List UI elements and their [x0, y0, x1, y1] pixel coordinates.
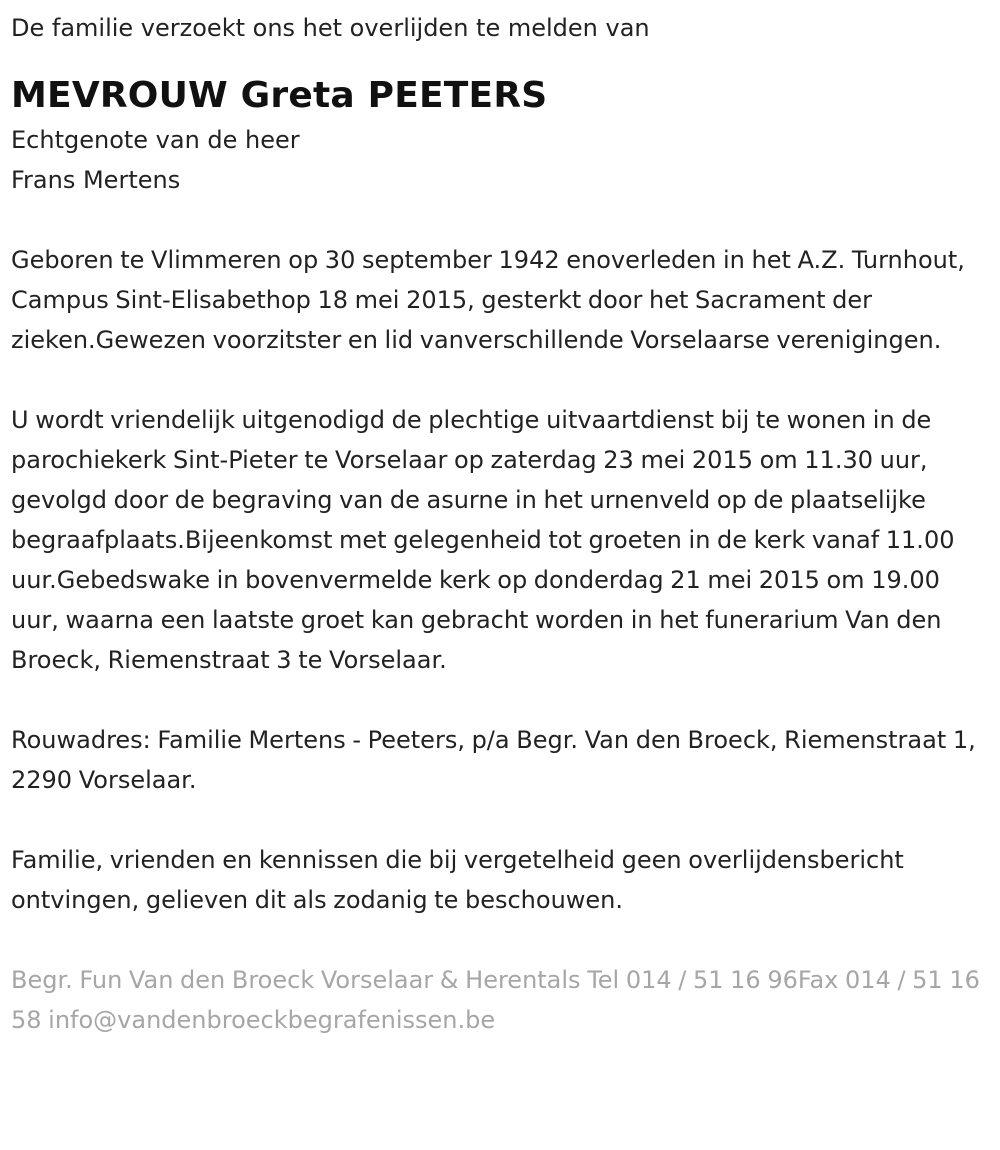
birth-death-paragraph: Geboren te Vlimmeren op 30 september 1942 enoverleden in het A.Z. Turnhout, Campus Sint-Elisabethop 18 mei 2015, gesterkt door het Sacrament der zieken.Gewezen voorzitster en lid vanverschillende Vorselaarse verenigingen. — [11, 246, 965, 354]
service-paragraph: U wordt vriendelijk uitgenodigd de plechtige uitvaartdienst bij te wonen in de parochiekerk Sint-Pieter te Vorselaar op zaterdag 23 mei 2015 om 11.30 uur, gevolgd door de begraving van de asurne in het urnenveld op de plaatselijke begraafplaats.Bijeenkomst met gelegenheid tot groeten in de kerk vanaf 11.00 uur.Gebedswake in bovenvermelde kerk op donderdag 21 mei 2015 om 19.00 uur, waarna een laatste groet kan gebracht worden in het funerarium Van den Broeck, Riemenstraat 3 te Vorselaar. — [11, 406, 955, 674]
spouse-line-1: Echtgenote van de heer — [11, 126, 300, 154]
deceased-name: MEVROUW Greta PEETERS — [11, 75, 548, 116]
spouse-line-2: Frans Mertens — [11, 166, 181, 194]
spouse-info — [11, 120, 988, 200]
notice-paragraph: Familie, vrienden en kennissen die bij vergetelheid geen overlijdensbericht ontvingen, gelieven dit als zodanig te beschouwen. — [11, 846, 904, 914]
mourning-address-paragraph: Rouwadres: Familie Mertens - Peeters, p/a Begr. Van den Broeck, Riemenstraat 1, 2290 Vorselaar. — [11, 726, 976, 794]
funeral-home-footer: Begr. Fun Van den Broeck Vorselaar & Herentals Tel 014 / 51 16 96Fax 014 / 51 16 58 info@vandenbroeckbegrafenissen.be — [11, 966, 980, 1034]
intro-text: De familie verzoekt ons het overlijden te melden van — [11, 14, 650, 42]
